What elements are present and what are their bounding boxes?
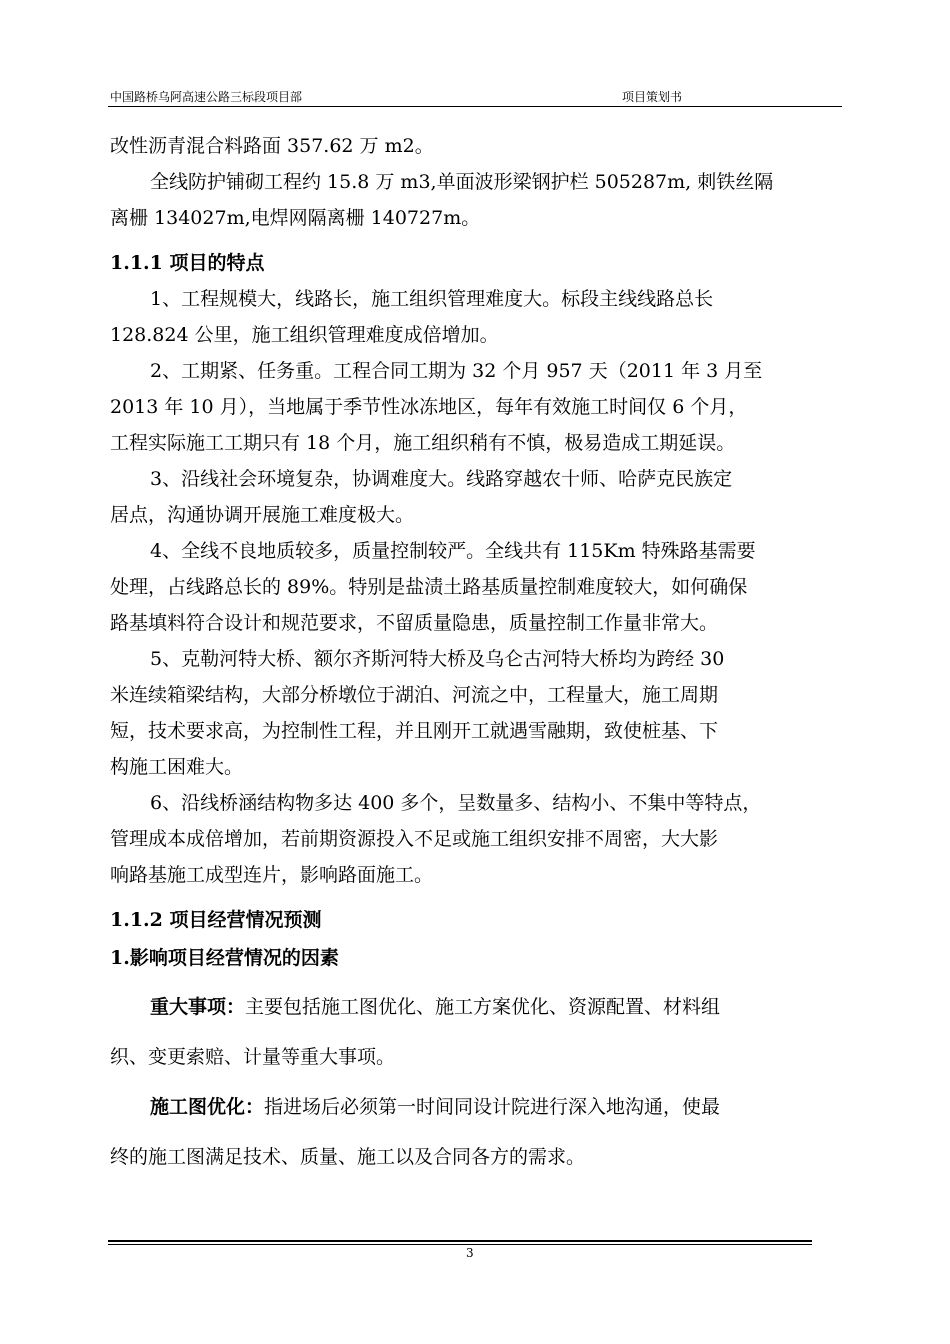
- header-project-name: 中国路桥乌阿高速公路三标段项目部: [110, 90, 303, 104]
- list-item-line: 米连续箱梁结构，大部分桥墩位于湖泊、河流之中，工程量大，施工周期: [110, 684, 719, 706]
- list-item-line: 6、沿线桥涵结构物多达 400 多个，呈数量多、结构小、不集中等特点，: [150, 792, 762, 814]
- paragraph-line: 织、变更索赔、计量等重大事项。: [110, 1046, 396, 1068]
- paragraph-line: 终的施工图满足技术、质量、施工以及合同各方的需求。: [110, 1146, 586, 1168]
- subsection-heading-factors: 1.影响项目经营情况的因素: [110, 947, 339, 969]
- list-item-line: 构施工困难大。: [110, 756, 244, 778]
- list-item-line: 1、工程规模大，线路长，施工组织管理难度大。标段主线线路总长: [150, 288, 714, 310]
- major-items-paragraph: [110, 976, 842, 1178]
- paragraph-line: 离栅 134027m,电焊网隔离栅 140727m。: [110, 207, 481, 229]
- footer-rule: [108, 1240, 812, 1242]
- paragraph-line: [110, 1086, 842, 1128]
- list-item-line: 2013 年 10 月），当地属于季节性冰冻地区，每年有效施工时间仅 6 个月，: [110, 396, 748, 418]
- list-item-line: 管理成本成倍增加，若前期资源投入不足或施工组织安排不周密，大大影: [110, 828, 719, 850]
- list-item-line: 4、全线不良地质较多，质量控制较严。全线共有 115Km 特殊路基需要: [150, 540, 756, 562]
- list-item-line: 路基填料符合设计和规范要求，不留质量隐患，质量控制工作量非常大。: [110, 612, 719, 634]
- term-text: 指进场后必须第一时间同设计院进行深入地沟通，使最: [264, 1096, 721, 1118]
- header-doc-title: 项目策划书: [622, 90, 683, 104]
- document-body: [110, 128, 842, 1178]
- section-heading-features: 1.1.1 项目的特点: [110, 252, 265, 274]
- term-text: 主要包括施工图优化、施工方案优化、资源配置、材料组: [245, 996, 721, 1018]
- list-item-line: 2、工期紧、任务重。工程合同工期为 32 个月 957 天（2011 年 3 月至: [150, 360, 763, 382]
- list-item-line: 3、沿线社会环境复杂，协调难度大。线路穿越农十师、哈萨克民族定: [150, 468, 733, 490]
- term-label: 施工图优化：: [150, 1096, 265, 1118]
- paragraph-line: [110, 976, 842, 1028]
- list-item-line: 128.824 公里，施工组织管理难度成倍增加。: [110, 324, 499, 346]
- term-label: 重大事项：: [150, 996, 246, 1018]
- list-item-line: 居点，沟通协调开展施工难度极大。: [110, 504, 415, 526]
- list-item-line: 处理，占线路总长的 89%。特别是盐渍土路基质量控制难度较大，如何确保: [110, 576, 748, 598]
- section-heading-forecast: 1.1.2 项目经营情况预测: [110, 909, 322, 931]
- list-item-line: 响路基施工成型连片，影响路面施工。: [110, 864, 434, 886]
- page-number: 3: [466, 1246, 474, 1260]
- paragraph-line: 改性沥青混合料路面 357.62 万 m2。: [110, 135, 434, 157]
- list-item-line: 工程实际施工工期只有 18 个月，施工组织稍有不慎，极易造成工期延误。: [110, 432, 736, 454]
- paragraph-line: 全线防护铺砌工程约 15.8 万 m3,单面波形梁钢护栏 505287m, 刺铁丝隔: [150, 171, 774, 193]
- list-item-line: 短，技术要求高，为控制性工程，并且刚开工就遇雪融期，致使桩基、下: [110, 720, 719, 742]
- list-item-line: 5、克勒河特大桥、额尔齐斯河特大桥及乌仑古河特大桥均为跨经 30: [150, 648, 725, 670]
- footer-rule: [108, 1244, 812, 1245]
- page-header: [108, 86, 842, 107]
